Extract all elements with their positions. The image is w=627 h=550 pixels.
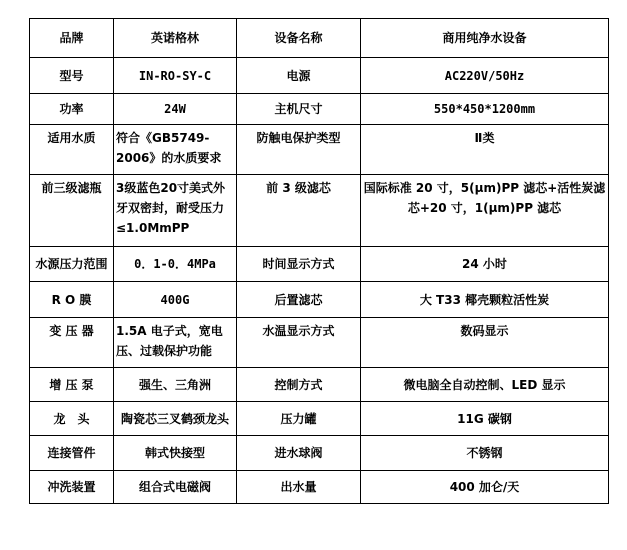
key-cell: 出水量	[237, 471, 361, 504]
key-cell: 主机尺寸	[237, 94, 361, 125]
value-cell: AC220V/50Hz	[361, 58, 609, 94]
key-cell: 龙 头	[30, 402, 114, 436]
key-cell: R O 膜	[30, 282, 114, 318]
table-row	[30, 318, 609, 368]
value-cell: 国际标准 20 寸，5(μm)PP 滤芯+活性炭滤芯+20 寸，1(μm)PP 滤芯	[361, 175, 609, 247]
value-cell: Ⅱ类	[361, 125, 609, 175]
table-row	[30, 282, 609, 318]
key-cell: 变 压 器	[30, 318, 114, 368]
key-cell: 电源	[237, 58, 361, 94]
value-cell: 1.5A 电子式，宽电压、过载保护功能	[114, 318, 237, 368]
value-cell: 400 加仑/天	[361, 471, 609, 504]
key-cell: 型号	[30, 58, 114, 94]
key-cell: 水温显示方式	[237, 318, 361, 368]
key-cell: 前 3 级滤芯	[237, 175, 361, 247]
table-row	[30, 247, 609, 282]
key-cell: 增 压 泵	[30, 368, 114, 402]
table-row	[30, 175, 609, 247]
value-cell: 符合《GB5749-2006》的水质要求	[114, 125, 237, 175]
value-cell: 11G 碳钢	[361, 402, 609, 436]
table-row	[30, 58, 609, 94]
value-cell: 商用纯净水设备	[361, 19, 609, 58]
table-row	[30, 436, 609, 471]
key-cell: 后置滤芯	[237, 282, 361, 318]
value-cell: 陶瓷芯三叉鹤颈龙头	[114, 402, 237, 436]
value-cell: 400G	[114, 282, 237, 318]
key-cell: 功率	[30, 94, 114, 125]
key-cell: 防触电保护类型	[237, 125, 361, 175]
value-cell: 大 T33 椰壳颗粒活性炭	[361, 282, 609, 318]
value-cell: 24W	[114, 94, 237, 125]
key-cell: 进水球阀	[237, 436, 361, 471]
value-cell: 微电脑全自动控制、LED 显示	[361, 368, 609, 402]
value-cell: 不锈钢	[361, 436, 609, 471]
value-cell: IN-RO-SY-C	[114, 58, 237, 94]
key-cell: 时间显示方式	[237, 247, 361, 282]
table-row	[30, 19, 609, 58]
value-cell: 英诺格林	[114, 19, 237, 58]
key-cell: 设备名称	[237, 19, 361, 58]
table-row	[30, 471, 609, 504]
key-cell: 品牌	[30, 19, 114, 58]
value-cell: 强生、三角洲	[114, 368, 237, 402]
key-cell: 冲洗装置	[30, 471, 114, 504]
key-cell: 压力罐	[237, 402, 361, 436]
value-cell: 韩式快接型	[114, 436, 237, 471]
spec-table	[29, 18, 609, 504]
key-cell: 适用水质	[30, 125, 114, 175]
table-row	[30, 368, 609, 402]
value-cell: 组合式电磁阀	[114, 471, 237, 504]
key-cell: 水源压力范围	[30, 247, 114, 282]
value-cell: 3级蓝色20寸美式外牙双密封，耐受压力≤1.0MmPP	[114, 175, 237, 247]
value-cell: 数码显示	[361, 318, 609, 368]
key-cell: 连接管件	[30, 436, 114, 471]
table-row	[30, 125, 609, 175]
value-cell: 24 小时	[361, 247, 609, 282]
key-cell: 控制方式	[237, 368, 361, 402]
value-cell: 550*450*1200mm	[361, 94, 609, 125]
table-row	[30, 94, 609, 125]
key-cell: 前三级滤瓶	[30, 175, 114, 247]
table-row	[30, 402, 609, 436]
value-cell: 0．1-0．4MPa	[114, 247, 237, 282]
